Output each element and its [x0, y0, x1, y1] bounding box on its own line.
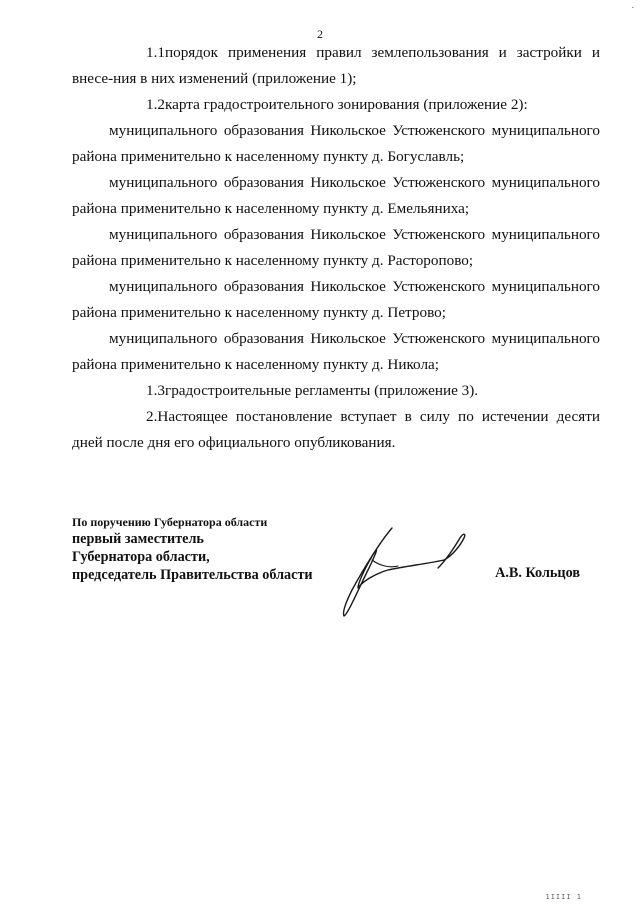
paragraph-text: градостроительные регламенты (приложение 3).: [164, 382, 479, 399]
paragraph-2: [72, 404, 600, 456]
paragraph-1-3: [72, 378, 600, 404]
paragraph-number: 1.1: [146, 44, 165, 61]
paragraph-settlement-boguslavl: муниципального образования Никольское Устюженского муниципального района применительно к населенному пункту д. Богуславль;: [72, 122, 600, 165]
paragraph-number: 1.3: [146, 382, 165, 399]
signature-authority-line: По поручению Губернатора области: [72, 515, 268, 529]
paragraph-number: 1.2: [146, 96, 165, 113]
footer-mark: 1IIII 1: [545, 893, 582, 901]
corner-mark: .: [631, 0, 634, 10]
paragraph-settlement-petrovo: муниципального образования Никольское Устюженского муниципального района применительно к населенному пункту д. Петрово;: [72, 278, 600, 321]
paragraph-1-1: [72, 40, 600, 92]
paragraph-text: порядок применения правил землепользования и застройки и внесе-ния в них изменений (приложение 1);: [72, 44, 600, 87]
paragraph-text: Настоящее постановление вступает в силу по истечении десяти дней после дня его официального опубликования.: [72, 408, 600, 451]
page-number: 2: [317, 27, 323, 41]
paragraph-settlement-emelyanikha: муниципального образования Никольское Устюженского муниципального района применительно к населенному пункту д. Емельяниха;: [72, 174, 600, 217]
signature-title-line-2: Губернатора области,: [72, 549, 210, 565]
paragraph-settlement-nikola: муниципального образования Никольское Устюженского муниципального района применительно к населенному пункту д. Никола;: [72, 330, 600, 373]
signature-title-line-1: первый заместитель: [72, 531, 204, 547]
paragraph-1-2: [72, 92, 600, 118]
document-body: [72, 40, 600, 456]
paragraph-number: 2.: [146, 408, 158, 425]
paragraph-text: карта градостроительного зонирования (приложение 2):: [164, 96, 528, 113]
signature-title-line-3: председатель Правительства области: [72, 567, 313, 583]
paragraph-settlement-rastoropovo: муниципального образования Никольское Устюженского муниципального района применительно к населенному пункту д. Расторопово;: [72, 226, 600, 269]
signer-name: А.В. Кольцов: [495, 565, 580, 581]
